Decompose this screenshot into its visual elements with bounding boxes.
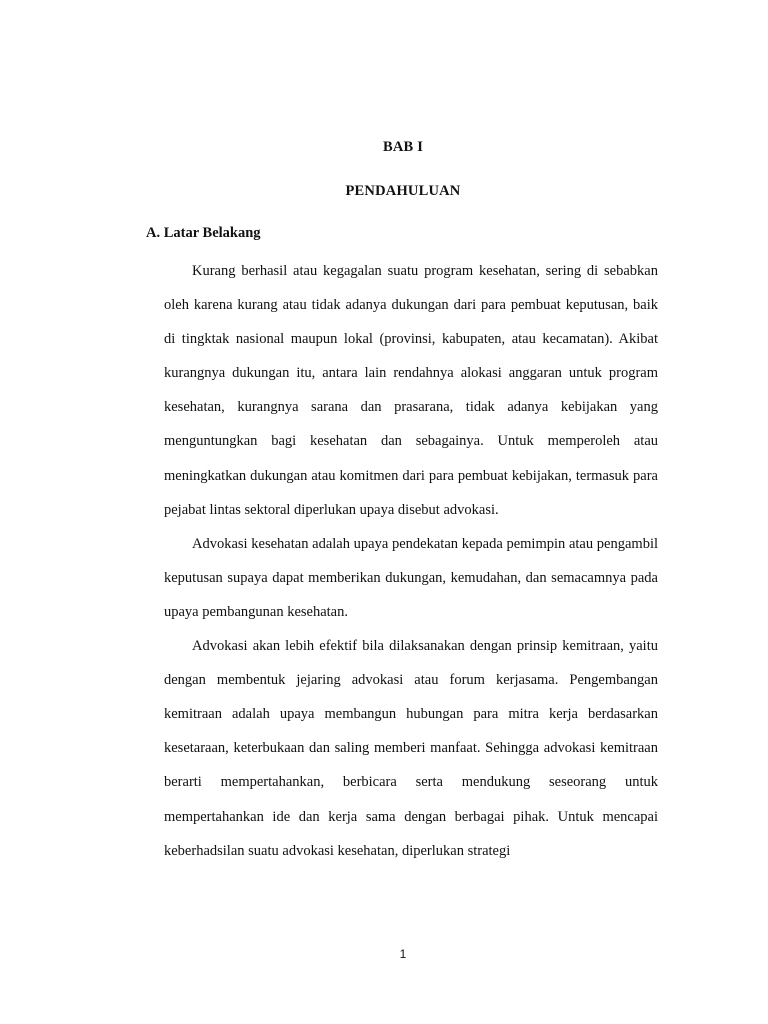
- paragraph: Kurang berhasil atau kegagalan suatu program kesehatan, sering di sebabkan oleh karena kurang atau tidak adanya dukungan dari para pembuat keputusan, baik di tingktak nasional maupun lokal (provinsi, kabupaten, atau kecamatan). Akibat kurangnya dukungan itu, antara lain rendahnya alokasi anggaran untuk program kesehatan, kurangnya sarana dan prasarana, tidak adanya kebijakan yang menguntungkan bagi kesehatan dan sebagainya. Untuk memperoleh atau meningkatkan dukungan atau komitmen dari para pembuat kebijakan, termasuk para pejabat lintas sektoral diperlukan upaya disebut advokasi.: [164, 263, 658, 518]
- paragraph: Advokasi akan lebih efektif bila dilaksanakan dengan prinsip kemitraan, yaitu dengan membentuk jejaring advokasi atau forum kerjasama. Pengembangan kemitraan adalah upaya membangun hubungan para mitra kerja berdasarkan kesetaraan, keterbukaan dan saling memberi manfaat. Sehingga advokasi kemitraan berarti mempertahankan, berbicara serta mendukung seseorang untuk mempertahankan ide dan kerja sama dengan berbagai pihak. Untuk mencapai keberhadsilan suatu advokasi kesehatan, diperlukan strategi: [164, 638, 658, 859]
- page-number: 1: [399, 947, 407, 961]
- paragraph: Advokasi kesehatan adalah upaya pendekatan kepada pemimpin atau pengambil keputusan supaya dapat memberikan dukungan, kemudahan, dan semacamnya pada upaya pembangunan kesehatan.: [164, 535, 658, 620]
- chapter-title: PENDAHULUAN: [345, 183, 461, 199]
- section-heading: A. Latar Belakang: [146, 225, 261, 241]
- body-text: [164, 254, 658, 868]
- chapter-number: BAB I: [382, 139, 424, 155]
